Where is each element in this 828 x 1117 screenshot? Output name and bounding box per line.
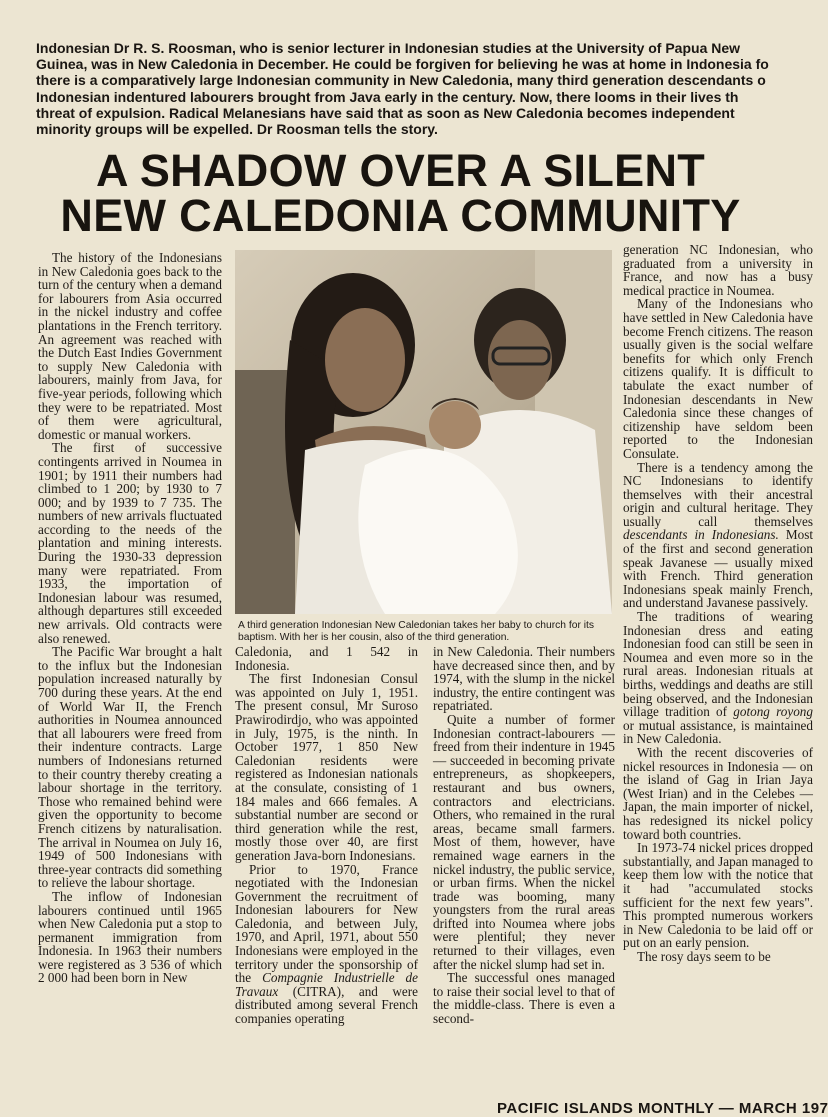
photo-caption: A third generation Indonesian New Caledonian takes her baby to church for its baptism. With her is her cousin, also of the third generation. — [238, 620, 595, 643]
body-column-3 — [433, 645, 615, 1026]
page-footer: PACIFIC ISLANDS MONTHLY — MARCH 197 — [497, 1100, 828, 1117]
body-column-2 — [235, 645, 418, 1026]
paragraph — [623, 610, 813, 746]
company-name-italic: Compagnie Industrielle de Travaux — [235, 970, 418, 999]
body-column-4 — [623, 243, 813, 963]
paragraph: The Pacific War brought a halt to the influx but the Indonesian population increased naturally by 700 during these years. At the end of World War II, the French authorities in Noumea announced that all labourers were freed from their indenture contracts. Large numbers of Indonesians returned to their country thereby creating a labour shortage in the territory. Those who remained behind were given the opportunity to become French citizens by naturalisation. The arrival in Noumea on July 16, 1949 of 500 Indonesians with three-year contracts did something to relieve the labour shortage. — [38, 644, 222, 891]
intro-line: minority groups will be expelled. Dr Roosman tells the story. — [36, 121, 438, 138]
paragraph: Caledonia, and 1 542 in Indonesia. — [235, 644, 418, 673]
italic-term: descendants in Indonesians. — [623, 527, 779, 543]
paragraph: The history of the Indonesians in New Caledonia goes back to the turn of the century when a demand for labourers from Asia occurred in the nickel industry and coffee plantations in the French territory. An agreement was reached with the Dutch East Indies Government to supply New Caledonia with labourers, mainly from Java, for five-year periods, following which they were to be repatriated. Most of them were agricultural, domestic or manual workers. — [38, 250, 222, 442]
text-run: Most of the first and second generation speak Javanese — usually mixed with French. Third generation Indonesians speak mainly French, and understand Javanese passively. — [623, 527, 814, 611]
text-run: or mutual assistance, is maintained in New Caledonia. — [623, 717, 813, 747]
paragraph: The rosy days seem to be — [637, 948, 771, 964]
paragraph — [235, 863, 418, 1026]
text-run: There is a tendency among the NC Indonesians to identify themselves with their ancestral origin and cultural heritage. They usually call themselves — [623, 459, 813, 529]
intro-line: threat of expulsion. Radical Melanesians have said that as soon as New Caledonia becomes independent — [36, 104, 735, 121]
paragraph: The inflow of Indonesian labourers continued until 1965 when New Caledonia put a stop to permanent immigration from Indonesia. In 1963 their numbers were registered as 3 536 of which 2 000 had been born in New — [38, 888, 222, 986]
paragraph: In 1973-74 nickel prices dropped substantially, and Japan managed to keep them low with the notice that it had "accumulated stocks sufficient for the next few years". This prompted numerous workers in New Caledonia to be laid off or put on an early pension. — [623, 840, 813, 951]
paragraph: Many of the Indonesians who have settled in New Caledonia have become French citizens. The reason usually given is the social welfare benefits for which only French citizens qualify. It is difficult to tabulate the exact number of Indonesian descendants in New Caledonia since these changes of citizenship have seldom been reported to the Indonesian Consulate. — [623, 296, 813, 461]
paragraph — [623, 461, 813, 611]
text-run: The traditions of wearing Indonesian dress and eating Indonesian food can still be seen in Noumea and even more so in the rural areas. Indonesian rituals at births, weddings and deaths are still being observed, and the Indonesian village tradition of — [623, 609, 813, 720]
paragraph: With the recent discoveries of nickel resources in Indonesia — on the island of Gag in Irian Jaya (West Irian) and in the Celebes — Japan, the main importer of nickel, has redesigned its nickel policy toward both countries. — [623, 744, 813, 842]
headline-line-1: A SHADOW OVER A SILENT — [95, 145, 706, 196]
baptism-photo — [235, 250, 612, 614]
paragraph: Quite a number of former Indonesian contract-labourers — freed from their indenture in 1945 — succeeded in becoming private entrepreneurs, as shopkeepers, restaurant and bus owners, contractors and electricians. Others, who remained in the rural areas, became small farmers. Most of them, however, have remained wage earners in the nickel industry, the public service, or urban firms. When the nickel trade was booming, many youngsters from the rural areas drifted into Noumea where jobs were plentiful; they never returned to their villages, even after the nickel slump had set in. — [433, 711, 615, 972]
text-run: Prior to 1970, France negotiated with the Indonesian Government the recruitment of Indonesian labourers for New Caledonia, and between July, 1970, and April, 1971, about 550 Indonesians were employed in the territory under the sponsorship of the — [235, 861, 418, 986]
body-column-1 — [38, 251, 222, 985]
headline-line-2: NEW CALEDONIA COMMUNITY — [60, 190, 741, 241]
paragraph: generation NC Indonesian, who graduated from a university in France, and now has a busy medical practice in Noumea. — [623, 242, 813, 298]
paragraph: The first Indonesian Consul was appointed on July 1, 1951. The present consul, Mr Suroso Prawirodirdjo, who was appointed in July, 1975, is the ninth. In October 1977, 1 850 New Caledonian residents were registered as Indonesian nationals at the consulate, consisting of 1 184 males and 666 females. A substantial number are second or third generation while the rest, mostly those over 40, are first generation Java-born Indonesians. — [235, 671, 418, 863]
italic-term: gotong royong — [733, 704, 813, 720]
intro-line: there is a comparatively large Indonesian community in New Caledonia, many third generation descendants o — [36, 72, 766, 89]
paragraph: The first of successive contingents arrived in Noumea in 1901; by 1911 their numbers had climbed to 1 200; by 1930 to 7 000; and by 1939 to 7 735. The numbers of new arrivals fluctuated according to the needs of the plantation and mining interests. During the 1930-33 depression many were repatriated. From 1933, the importation of Indonesian labour was resumed, although departures still exceeded new arrivals. Old contracts were also renewed. — [38, 440, 222, 646]
intro-line: Indonesian indentured labourers brought from Java early in the century. Now, there looms in their lives th — [36, 88, 739, 105]
paragraph: in New Caledonia. Their numbers have decreased since then, and by 1974, with the slump in the nickel industry, the entire contingent was repatriated. — [433, 644, 615, 714]
text-run: (CITRA), and were distributed among several French companies operating — [235, 983, 418, 1027]
paragraph: The successful ones managed to raise their social level to that of the middle-class. There is even a second- — [433, 970, 615, 1027]
intro-line: Indonesian Dr R. S. Roosman, who is senior lecturer in Indonesian studies at the University of Papua New — [36, 40, 741, 56]
intro-line: Guinea, was in New Caledonia in December. He could be forgiven for believing he was at home in Indonesia fo — [36, 56, 769, 73]
intro-standfirst — [36, 40, 816, 137]
